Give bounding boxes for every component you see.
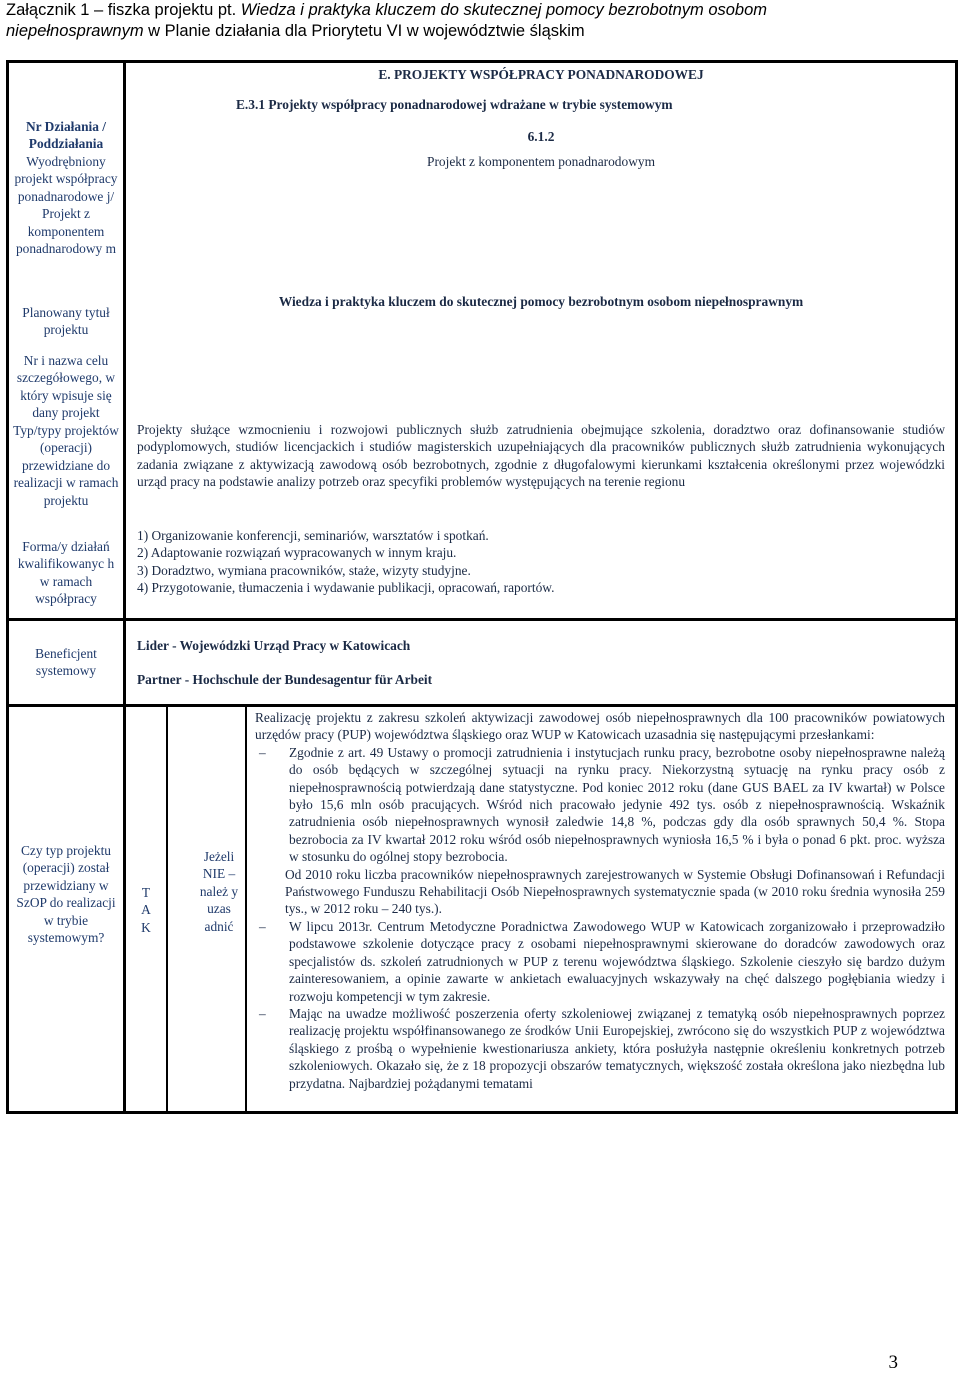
beneficiary-lider: Lider - Wojewódzki Urząd Pracy w Katowicach: [137, 638, 411, 653]
dash-mark: –: [259, 744, 266, 760]
label-typ-projektow: Typ/typy projektów (operacji) przewidziane do realizacji w ramach projektu: [13, 423, 119, 508]
label-nr-dzialania: Nr Działania / Poddziałania: [25, 119, 107, 152]
label-forma-dzialan: Forma/y działań kwalifikowanyc h w ramach współpracy: [17, 539, 115, 607]
document-header: [6, 0, 954, 42]
justification-bullet: [255, 744, 945, 866]
list-item: 4) Przygotowanie, tłumaczenia i wydawanie publikacji, opracowań, raportów.: [137, 580, 555, 596]
bullet-continuation: Od 2010 roku liczba pracowników niepełnosprawnych zarejestrowanych w Systemie Obsługi Dofinansowań i Refundacji Państwowego Funduszu Rehabilitacji Osób Niepełnosprawnych systematycznie spada (w 2010 roku średnia wynosiła 259 tys., w 2012 roku – 240 tys.).: [285, 866, 945, 917]
label-jezeli-nie: Jeżeli NIE – należ y uzas adnić: [199, 849, 239, 934]
header-line-1: [6, 0, 954, 21]
header-prefix: Załącznik 1 – fiszka projektu pt.: [6, 1, 241, 19]
action-number: 6.1.2: [527, 129, 555, 144]
section-title: E. PROJEKTY WSPÓŁPRACY PONADNARODOWEJ: [378, 67, 704, 82]
subsection-title: E.3.1 Projekty współpracy ponadnarodowej wdrażane w trybie systemowym: [236, 97, 673, 112]
label-wyodrebniony: Wyodrębniony projekt współpracy ponadnarodowe j/ Projekt z komponentem ponadnarodowy m: [14, 154, 118, 257]
label-beneficjent: Beneficjent systemowy: [35, 646, 97, 679]
justification-intro: Realizację projektu z zakresu szkoleń aktywizacji zawodowej osób niepełnosprawnych dla 100 pracowników powiatowych urzędów pracy (PUP) województwa śląskiego oraz WUP w Katowicach uzasadnia się następującymi przesłankami:: [255, 710, 945, 743]
label-planowany-tytul: Planowany tytuł projektu: [22, 305, 110, 338]
project-title: Wiedza i praktyka kluczem do skutecznej pomocy bezrobotnym osobom niepełnosprawnym: [278, 294, 804, 309]
list-item: 3) Doradztwo, wymiana pracowników, staże, wizyty studyjne.: [137, 562, 471, 578]
header-line2-italic: niepełnosprawnym: [6, 22, 144, 40]
dash-mark: –: [259, 918, 266, 934]
label-tak: T A K: [141, 885, 151, 935]
label-czy-typ: Czy typ projektu (operacji) został przewidziany w SzOP do realizacji w trybie systemowym?: [16, 843, 116, 946]
justification-bullet: [255, 918, 945, 1005]
dash-mark: –: [259, 1005, 266, 1021]
justification-bullet: [255, 1005, 945, 1092]
list-item: 1) Organizowanie konferencji, seminariów, warsztatów i spotkań.: [137, 528, 489, 543]
list-item: 2) Adaptowanie rozwiązań wypracowanych w innym kraju.: [137, 545, 457, 561]
bullet-text: Mając na uwadze możliwość poszerzenia oferty szkoleniowej związanej z tematyką osób niepełnosprawnych poprzez realizację projektu współfinansowanego ze środków Unii Europejskiej, zwrócono się do wszystkich PUP z województwa śląskiego z prośbą o wypełnienie kwestionariusza ankiety, która posłużyła następnie określeniu konkretnych potrzeb szkoleniowych. Okazało się, że z 18 propozycji obszarów tematycznych, większość została określona jako niezbędna lub przydatna. Najbardziej pożądanymi tematami: [289, 1005, 945, 1091]
header-title-italic: Wiedza i praktyka kluczem do skutecznej pomocy bezrobotnym osobom: [240, 1, 768, 19]
bullet-text: W lipcu 2013r. Centrum Metodyczne Poradnictwa Zawodowego WUP w Katowicach zorganizowało i przeprowadziło podstawowe szkolenie dotyczące pracy z osobami niepełnosprawnymi skierowane do doradców zawodowych oraz specjalistów ds. szkoleń zatrudnionych w PUP z terenu województwa śląskiego. Szkolenie cieszyło się bardzo dużym zainteresowaniem, a opinie zawarte w ankietach ewaluacyjnych wskazywały na chęć dalszego pogłębiania wiedzy i rozwoju kompetencji w tym zakresie.: [289, 918, 945, 1004]
page-number: 3: [888, 1352, 898, 1373]
project-types-text: Projekty służące wzmocnieniu i rozwojowi publicznych służb zatrudnienia obejmujące szkolenia, doradztwo oraz dofinansowanie studiów podyplomowych, studiów licencjackich i studiów magisterskich uzupełniających dla pracowników publicznych służb zatrudnienia wykonujących zadania związane z aktywizacją zawodową osób bezrobotnych, zgodnie z długofalowymi kierunkami kształcenia określonymi przez wojewódzki urząd pracy na podstawie analizy potrzeb oraz specyfiki problemów występujących na terenie regionu: [137, 422, 945, 490]
bullet-text: Zgodnie z art. 49 Ustawy o promocji zatrudnienia i instytucjach runku pracy, bezrobotne osoby niepełnosprawne należą do osób będących w szczególnej sytuacji na rynku pracy. Niekorzystną sytuację na rynku pracy osób z niepełnosprawnością potwierdzają dane statystyczne. Pod koniec 2012 roku (dane GUS BAEL za IV kwartał) w Polsce było 15,6 mln osób pracujących. Wśród nich pracowało jedynie 492 tys. osób z niepełnosprawnością. Wskaźnik zatrudnienia osób niepełnosprawnych wynosił zaledwie 14,8 %, podczas gdy dla osób sprawnych 50,4 %. Stopa bezrobocia za IV kwartał 2012 roku wśród osób niepełnosprawnych wyniosła 16,5 % i była o ponad 6 pkt. proc. wyższa w stosunku do ogólnej stopy bezrobocia.: [289, 744, 945, 865]
header-line-2: [6, 21, 954, 42]
header-line2-rest: w Planie działania dla Priorytetu VI w województwie śląskim: [143, 22, 585, 40]
beneficiary-partner: Partner - Hochschule der Bundesagentur für Arbeit: [137, 672, 433, 687]
label-nr-celu: Nr i nazwa celu szczegółowego, w który wpisuje się dany projekt: [16, 353, 116, 421]
justification-block: [255, 709, 945, 1092]
forms-list: [137, 527, 945, 597]
component-type: Projekt z komponentem ponadnarodowym: [427, 154, 655, 169]
